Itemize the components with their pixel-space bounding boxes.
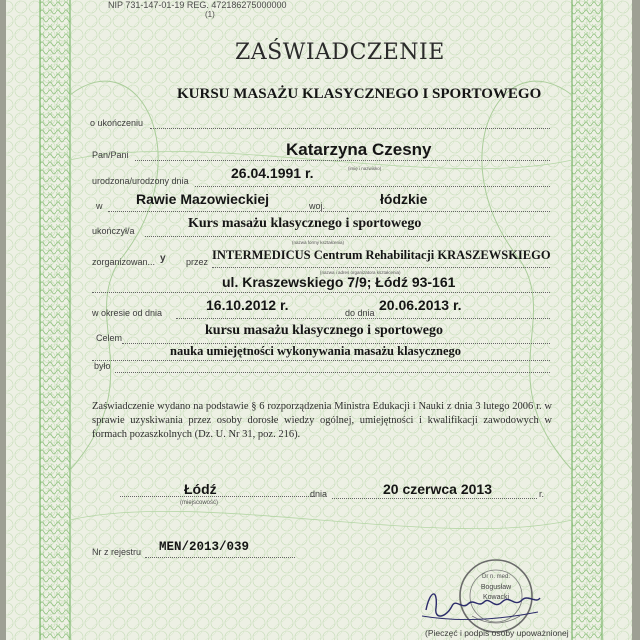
aim-line-2: nauka umiejętności wykonywania masażu klasycznego bbox=[170, 344, 461, 358]
dotted-line bbox=[92, 292, 550, 293]
dotted-line bbox=[195, 186, 550, 187]
dotted-line bbox=[115, 372, 550, 373]
dotted-line bbox=[332, 498, 537, 499]
label-completed: ukończył/a bbox=[92, 226, 135, 236]
aim-line-1: kursu masażu klasycznego i sportowego bbox=[205, 323, 444, 338]
birth-place: Rawie Mazowieckiej bbox=[136, 191, 270, 207]
dotted-line bbox=[150, 128, 550, 129]
label-period-from: w okresie od dnia bbox=[92, 308, 163, 318]
handwritten-signature bbox=[418, 580, 548, 630]
name-hint: (imię i nazwisko) bbox=[348, 166, 382, 171]
label-day: dnia bbox=[310, 489, 328, 499]
label-completion: o ukończeniu bbox=[90, 118, 144, 128]
stamp-surname-text: Kowacki bbox=[482, 594, 510, 601]
nip-footnote: (1) bbox=[205, 10, 215, 19]
dotted-line bbox=[176, 318, 550, 319]
course-hint: (nazwa formy kształcenia) bbox=[292, 240, 345, 245]
dotted-line bbox=[135, 160, 550, 161]
label-register: Nr z rejestru bbox=[92, 547, 142, 557]
issue-date: 20 czerwca 2013 bbox=[383, 481, 492, 497]
organizer-name: INTERMEDICUS Centrum Rehabilitacji KRASZEWSKIEGO bbox=[212, 248, 551, 262]
signature-hint: (Pieczęć i podpis osoby upoważnionej bbox=[425, 628, 569, 638]
label-was: było bbox=[94, 361, 111, 371]
dotted-line bbox=[145, 557, 295, 558]
place-hint: (miejscowość) bbox=[180, 500, 219, 506]
nip-register-line: NIP 731-147-01-19 REG. 472186275000000 bbox=[108, 0, 287, 10]
legal-basis-text: Zaświadczenie wydano na podstawie § 6 rozporządzenia Ministra Edukacji i Nauki z dnia 3 lutego 2006 r. w sprawie uzyskiwania przez osoby dorosłe wiedzy ogólnej, umiejętności i kwalifikacji zawodowych w formach pozaszkolnych (Dz. U. Nr 31, poz. 216). bbox=[92, 401, 552, 440]
dotted-line bbox=[120, 496, 315, 497]
recipient-name: Katarzyna Czesny bbox=[286, 140, 432, 159]
course-name: Kurs masażu klasycznego i sportowego bbox=[188, 216, 422, 231]
issue-place: Łódź bbox=[184, 481, 217, 497]
register-number: MEN/2013/039 bbox=[159, 540, 250, 554]
dotted-line bbox=[212, 267, 550, 268]
date-to: 20.06.2013 r. bbox=[379, 297, 462, 313]
label-organized: zorganizowan... bbox=[92, 257, 156, 267]
dotted-line bbox=[108, 211, 550, 212]
dotted-line bbox=[92, 360, 550, 361]
stamp-name-text: Bogusław bbox=[480, 584, 512, 591]
organized-suffix: y bbox=[160, 253, 166, 264]
label-by: przez bbox=[186, 257, 209, 267]
stamp-title-text: Dr n. med. bbox=[481, 574, 511, 580]
date-from: 16.10.2012 r. bbox=[206, 297, 289, 313]
label-in: w bbox=[96, 201, 103, 211]
label-period-to: do dnia bbox=[345, 308, 375, 318]
organizer-hint: (nazwa i adres organizatora kształcenia) bbox=[320, 270, 401, 275]
label-born: urodzona/urodzony dnia bbox=[92, 176, 189, 186]
dotted-line bbox=[145, 236, 550, 237]
label-pan-pani: Pan/Pani bbox=[92, 150, 129, 160]
birth-date: 26.04.1991 r. bbox=[231, 165, 314, 181]
voivodeship: łódzkie bbox=[380, 191, 428, 207]
organizer-address: ul. Kraszewskiego 7/9; Łódź 93-161 bbox=[222, 274, 456, 290]
course-heading: KURSU MASAŻU KLASYCZNEGO I SPORTOWEGO bbox=[177, 86, 542, 102]
label-year-suffix: r. bbox=[539, 489, 545, 499]
certificate-title: ZAŚWIADCZENIE bbox=[235, 40, 445, 65]
label-voivodeship: woj. bbox=[309, 201, 326, 211]
label-aim: Celem bbox=[96, 333, 123, 343]
